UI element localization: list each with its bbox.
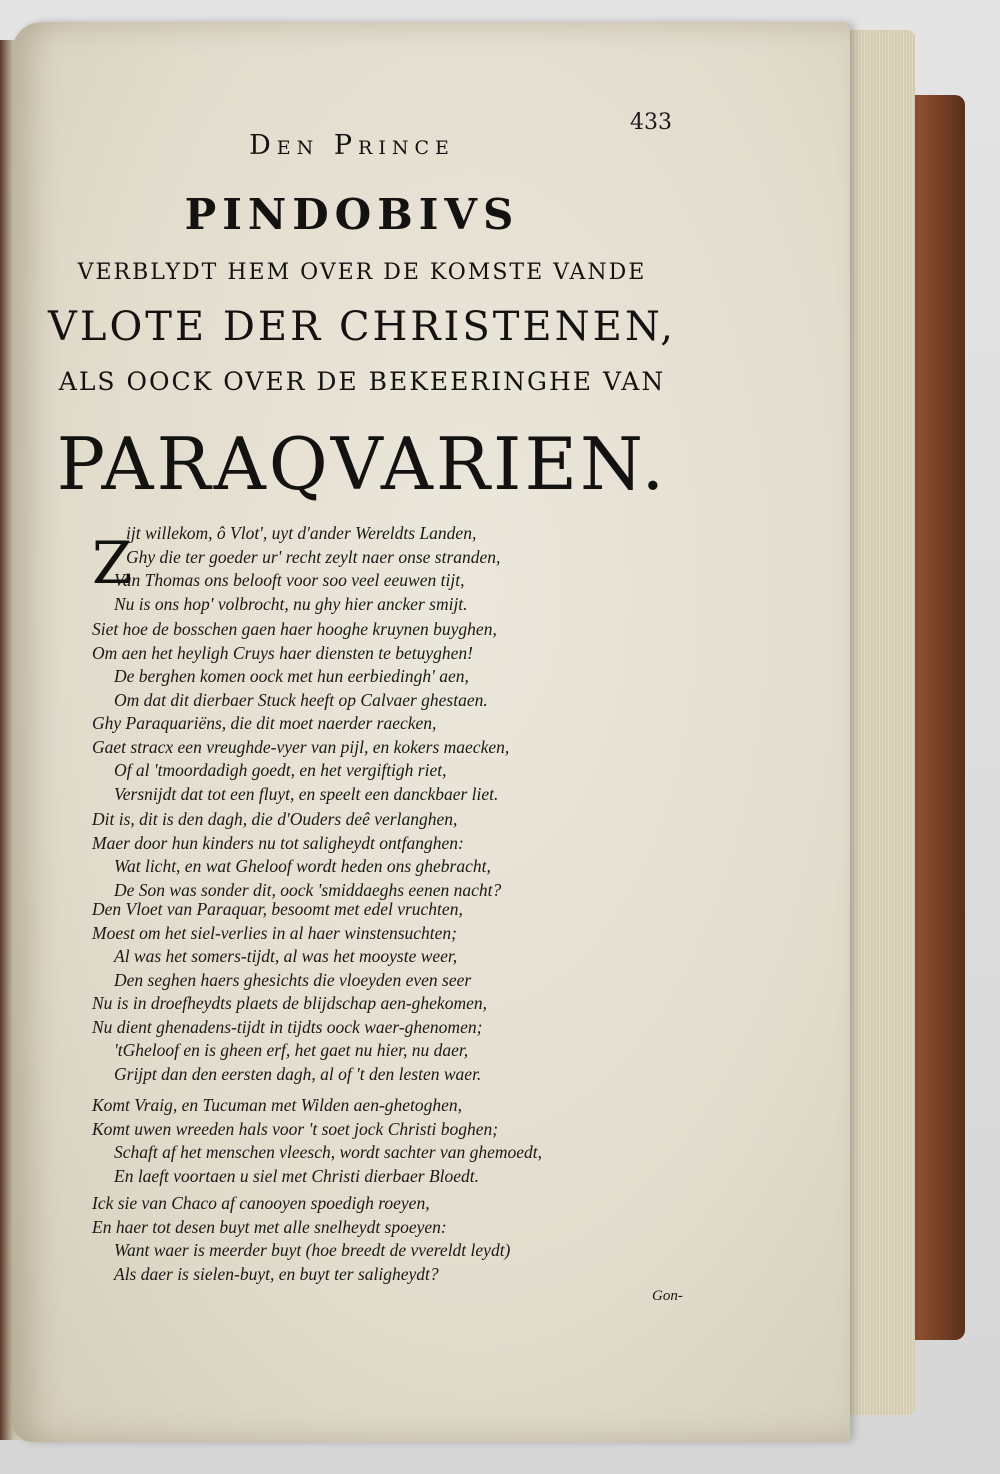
drop-cap: Z	[92, 529, 133, 597]
poem-line: Om aen het heyligh Cruys haer diensten te betuyghen!	[92, 642, 474, 663]
poem-line: Den Vloet van Paraquar, besoomt met edel vruchten,	[92, 899, 463, 919]
stanza-2	[92, 618, 652, 712]
poem-line: Ick sie van Chaco af canooyen spoedigh roeyen,	[92, 1193, 430, 1213]
poem-line: Maer door hun kinders nu tot saligheydt ontfanghen:	[92, 832, 464, 853]
heading-line-2: PINDOBIVS	[184, 190, 520, 239]
poem-line: En haer tot desen buyt met alle snelheydt spoeyen:	[92, 1216, 447, 1237]
stanza-4	[92, 808, 652, 902]
poem-line: Versnijdt dat tot een fluyt, en speelt een danckbaer liet.	[114, 783, 499, 804]
poem-line: De Son was sonder dit, oock 'smiddaeghs eenen nacht?	[114, 879, 502, 900]
poem-line: Al was het somers-tijdt, al was het mooyste weer,	[114, 946, 458, 966]
poem-line: Komt uwen wreeden hals voor 't soet jock Christi boghen;	[92, 1118, 499, 1139]
poem-line: Ghy Paraquariëns, die dit moet naerder raecken,	[92, 713, 437, 733]
poem-line: Nu dient ghenadens-tijdt in tijdts oock waer-ghenomen;	[92, 1016, 483, 1037]
stanza-3	[92, 712, 652, 806]
poem-line: 'tGheloof en is gheen erf, het gaet nu hier, nu daer,	[114, 1040, 469, 1060]
poem-line: Als daer is sielen-buyt, en buyt ter saligheydt?	[114, 1263, 439, 1284]
heading-line-1: Den Prince	[249, 130, 455, 161]
poem-line: Ghy die ter goeder ur' recht zeylt naer onse stranden,	[126, 546, 501, 567]
poem-line: Om dat dit dierbaer Stuck heeft op Calvaer ghestaen.	[114, 689, 488, 710]
poem-line: Komt Vraig, en Tucuman met Wilden aen-ghetoghen,	[92, 1095, 463, 1115]
poem-line: Siet hoe de bosschen gaen haer hooghe kruynen buyghen,	[92, 619, 497, 639]
poem-line: Of al 'tmoordadigh goedt, en het vergiftigh riet,	[114, 760, 447, 780]
poem-line: Van Thomas ons belooft voor soo veel eeuwen tijt,	[114, 570, 465, 590]
stanza-8	[92, 1192, 652, 1286]
heading-line-5: ALS OOCK OVER DE BEKEERINGHE VAN	[58, 367, 666, 396]
heading-line-3: VERBLYDT HEM OVER DE KOMSTE VANDE	[77, 260, 647, 285]
book-page	[12, 22, 850, 1442]
poem-line: Want waer is meerder buyt (hoe breedt de vvereldt leydt)	[114, 1240, 511, 1260]
poem-line: Grijpt dan den eersten dagh, al of 't den lesten waer.	[114, 1063, 482, 1084]
heading-line-6: PARAQVARIEN.	[56, 422, 668, 506]
catchword: Gon-	[652, 1288, 683, 1304]
stanza-1	[92, 522, 652, 616]
poem-line: En laeft voortaen u siel met Christi dierbaer Bloedt.	[114, 1165, 480, 1186]
poem-line: Den seghen haers ghesichts die vloeyden even seer	[114, 969, 472, 990]
stanza-5	[92, 898, 652, 992]
poem-line: Dit is, dit is den dagh, die d'Ouders deê verlanghen,	[92, 809, 458, 829]
stanza-6	[92, 992, 652, 1086]
poem-line: Nu is in droefheydts plaets de blijdschap aen-ghekomen,	[92, 993, 487, 1013]
poem-line: Moest om het siel-verlies in al haer winstensuchten;	[92, 922, 457, 943]
poem-line: Gaet stracx een vreughde-vyer van pijl, en kokers maecken,	[92, 736, 510, 757]
heading-line-4: VLOTE DER CHRISTENEN,	[48, 304, 676, 350]
poem-line: Schaft af het menschen vleesch, wordt sachter van ghemoedt,	[114, 1142, 542, 1162]
poem-line: Nu is ons hop' volbrocht, nu ghy hier ancker smijt.	[114, 593, 468, 614]
poem-line: Wat licht, en wat Gheloof wordt heden ons ghebracht,	[114, 856, 491, 876]
poem-line: ijt willekom, ô Vlot', uyt d'ander Wereldts Landen,	[126, 523, 477, 543]
stanza-7	[92, 1094, 652, 1188]
poem-line: De berghen komen oock met hun eerbiedingh' aen,	[114, 666, 469, 686]
page-number: 433	[630, 110, 672, 135]
